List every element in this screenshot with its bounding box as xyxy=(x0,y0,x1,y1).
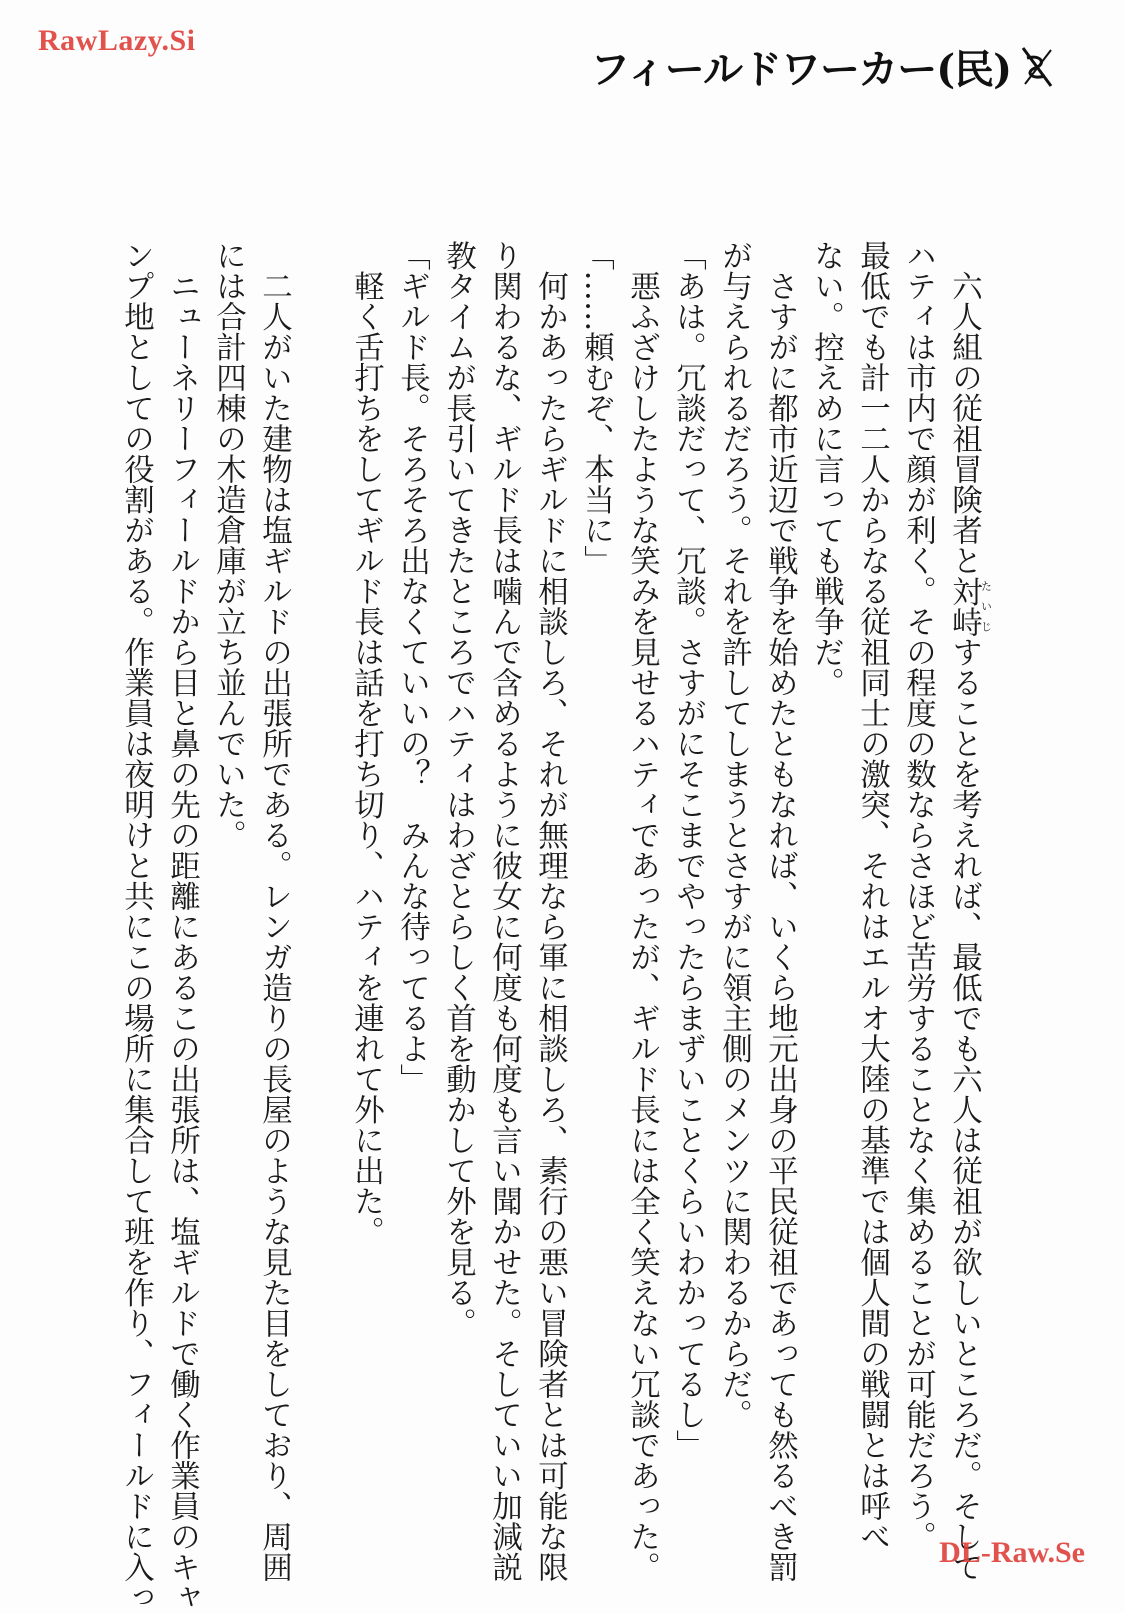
ruby-reading: たいじ xyxy=(979,575,993,637)
text-line: 軽く舌打ちをしてギルド長は話を打ち切り、ハティを連れて外に出た。 xyxy=(348,240,384,1247)
text-line: 二人がいた建物は塩ギルドの出張所である。レンガ造りの長屋のような見た目をしており、周囲 xyxy=(256,240,292,1582)
text-line: には合計四棟の木造倉庫が立ち並んでいた。 xyxy=(210,240,246,850)
ruby-word xyxy=(946,575,993,637)
ruby-base: 対峙 xyxy=(946,575,982,637)
text-line: 教タイムが長引いてきたところでハティはわざとらしく首を動かして外を見る。 xyxy=(440,240,476,1338)
blank-line xyxy=(297,240,343,1480)
text-line: 最低でも計一二人からなる従祖同士の激突、それはエルオ大陸の基準では個人間の戦闘とは呼べ xyxy=(854,240,890,1552)
text-line: ハティは市内で顔が利く。その程度の数ならさほど苦労することなく集めることが可能だろう。 xyxy=(900,240,936,1552)
body-text xyxy=(117,240,993,1613)
text-line: さすがに都市近辺で戦争を始めたともなれば、いくら地元出身の平民従祖であっても然るべき罰 xyxy=(762,240,798,1582)
crossed-sword-snake-icon xyxy=(1017,44,1057,90)
text-line: 「……頼むぞ、本当に」 xyxy=(578,240,614,576)
text-line: り関わるな、ギルド長は噛んで含めるように彼女に何度も何度も言い聞かせた。そしていい加減説 xyxy=(486,240,522,1582)
text-line: が与えられるだろう。それを許してしまうとさすがに領主側のメンツに関わるからだ。 xyxy=(716,240,752,1430)
text-line: 悪ふざけしたような笑みを見せるハティであったが、ギルド長には全く笑えない冗談であった。 xyxy=(624,240,660,1582)
header-title: フィールドワーカー(民) xyxy=(590,46,1012,93)
text-line: ンプ地としての役割がある。作業員は夜明けと共にこの場所に集合して班を作り、フィールドに入っ xyxy=(118,240,154,1613)
text-line: 「あは。冗談だって、冗談。さすがにそこまでやったらまずいことくらいわかってるし」 xyxy=(670,240,706,1460)
text-segment: することを考えれば、最低でも六人は従祖が欲しいところだ。そして xyxy=(946,636,982,1582)
watermark-bottom: DL-Raw.Se xyxy=(939,1536,1085,1569)
text-segment: 六人組の従祖冒険者と xyxy=(946,270,982,576)
text-line xyxy=(941,240,993,1582)
text-line: 何かあったらギルドに相談しろ、それが無理なら軍に相談しろ、素行の悪い冒険者とは可能な限 xyxy=(532,240,568,1582)
text-line: ない。控えめに言っても戦争だ。 xyxy=(808,240,844,698)
text-line: ニューネリーフィールドから目と鼻の先の距離にあるこの出張所は、塩ギルドで働く作業員のキャ xyxy=(164,240,200,1613)
text-line: 「ギルド長。そろそろ出なくていいの？ みんな待ってるよ」 xyxy=(394,240,430,1094)
running-header xyxy=(590,38,1057,95)
watermark-top: RawLazy.Si xyxy=(38,24,196,57)
